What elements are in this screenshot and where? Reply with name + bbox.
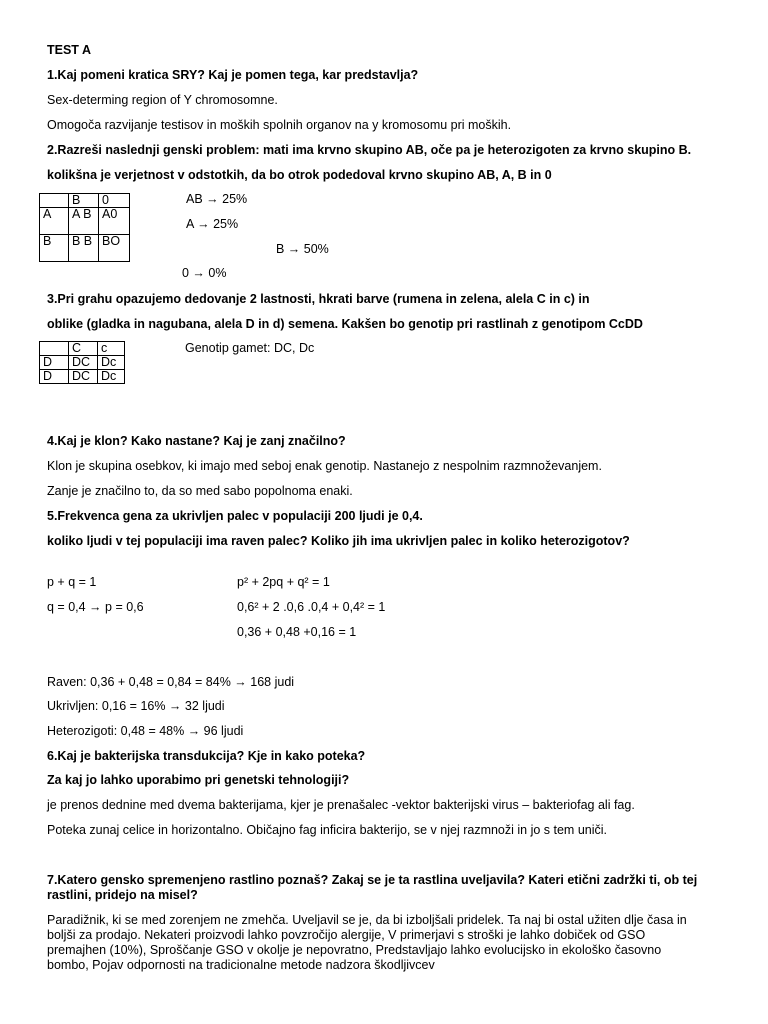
table-cell: D [40, 370, 69, 384]
equation-right-3: 0,36 + 0,48 +0,16 = 1 [237, 625, 357, 639]
table-cell: Dc [98, 356, 125, 370]
table-cell: DC [69, 356, 98, 370]
gamete-genotype-note: Genotip gamet: DC, Dc [185, 341, 315, 355]
question-2-line2: kolikšna je verjetnost v odstotkih, da bo otrok podedoval krvno skupino AB, A, B in 0 [47, 168, 552, 182]
result-bent: Ukrivljen: 0,16 = 16% → 32 ljudi [47, 699, 225, 713]
table-cell: 0 [99, 194, 130, 208]
answer-7-line1: Paradižnik, ki se med zorenjem ne zmehča. Uveljavil se je, da bi izboljšali pridelek. Ta naj bi ostal užiten dlje časa in [47, 913, 687, 927]
result-b: B → 50% [276, 242, 329, 256]
equation-left-2: q = 0,4 → p = 0,6 [47, 600, 144, 614]
question-3-line2: oblike (gladka in nagubana, alela D in d) semena. Kakšen bo genotip pri rastlinah z genotipom CcDD [47, 317, 643, 331]
table-cell: D [40, 356, 69, 370]
result-a: A → 25% [186, 217, 239, 231]
answer-1a: Sex-determing region of Y chromosomne. [47, 93, 278, 107]
table-cell: B B [69, 235, 99, 262]
question-1: 1.Kaj pomeni kratica SRY? Kaj je pomen tega, kar predstavlja? [47, 68, 419, 82]
table-cell: B [69, 194, 99, 208]
equation-right-1: p² + 2pq + q² = 1 [237, 575, 330, 589]
page-title: TEST A [47, 43, 91, 57]
answer-1b: Omogoča razvijanje testisov in moških spolnih organov na y kromosomu pri moških. [47, 118, 512, 132]
punnett-square-pea [39, 341, 125, 384]
answer-7-line4: bombo, Pojav odpornosti na tradicionalne metode nadzora škodljivcev [47, 958, 435, 972]
question-5-line2: koliko ljudi v tej populaciji ima raven palec? Koliko jih ima ukrivljen palec in koliko heterozigotov? [47, 534, 630, 548]
question-4: 4.Kaj je klon? Kako nastane? Kaj je zanj značilno? [47, 434, 346, 448]
question-6-line2: Za kaj jo lahko uporabimo pri genetski tehnologiji? [47, 773, 350, 787]
result-straight: Raven: 0,36 + 0,48 = 0,84 = 84% → 168 judi [47, 675, 295, 689]
table-cell: c [98, 342, 125, 356]
table-cell [40, 194, 69, 208]
punnett-square-blood [39, 193, 130, 262]
answer-6b: Poteka zunaj celice in horizontalno. Običajno fag inficira bakterijo, se v njej razmnoži in jo s tem uniči. [47, 823, 607, 837]
table-cell: A B [69, 208, 99, 235]
table-cell: DC [69, 370, 98, 384]
answer-4a: Klon je skupina osebkov, ki imajo med seboj enak genotip. Nastanejo z nespolnim razmnoževanjem. [47, 459, 602, 473]
table-cell: Dc [98, 370, 125, 384]
answer-4b: Zanje je značilno to, da so med sabo popolnoma enaki. [47, 484, 353, 498]
table-cell: A [40, 208, 69, 235]
question-3-line1: 3.Pri grahu opazujemo dedovanje 2 lastnosti, hkrati barve (rumena in zelena, alela C in c) in [47, 292, 590, 306]
question-7-line1: 7.Katero gensko spremenjeno rastlino poznaš? Zakaj se je ta rastlina uveljavila? Kateri etični zadržki ti, ob tej [47, 873, 698, 887]
answer-7-line2: boljši za prodajo. Nekateri proizvodi lahko povzročijo alergije, V primerjavi s stroški je lahko dobiček od GSO [47, 928, 646, 942]
result-zero: 0 → 0% [182, 266, 227, 280]
answer-6a: je prenos dednine med dvema bakterijama, kjer je prenašalec -vektor bakterijski virus – bakteriofag ali fag. [47, 798, 635, 812]
result-heterozygotes: Heterozigoti: 0,48 = 48% → 96 ljudi [47, 724, 244, 738]
equation-left-1: p + q = 1 [47, 575, 97, 589]
result-ab: AB → 25% [186, 192, 248, 206]
question-7-line2: rastlini, pridejo na misel? [47, 888, 198, 902]
table-cell: BO [99, 235, 130, 262]
equation-right-2: 0,6² + 2 .0,6 .0,4 + 0,4² = 1 [237, 600, 386, 614]
question-5-line1: 5.Frekvenca gena za ukrivljen palec v populaciji 200 ljudi je 0,4. [47, 509, 423, 523]
table-cell: A0 [99, 208, 130, 235]
question-2-line1: 2.Razreši naslednji genski problem: mati ima krvno skupino AB, oče pa je heterozigoten za krvno skupino B. [47, 143, 692, 157]
answer-7-line3: premajhen (10%), Sproščanje GSO v okolje je nepovratno, Predstavljajo lahko evolucijsko in ekološko časovno [47, 943, 662, 957]
table-cell [40, 342, 69, 356]
table-cell: C [69, 342, 98, 356]
question-6-line1: 6.Kaj je bakterijska transdukcija? Kje in kako poteka? [47, 749, 366, 763]
table-cell: B [40, 235, 69, 262]
